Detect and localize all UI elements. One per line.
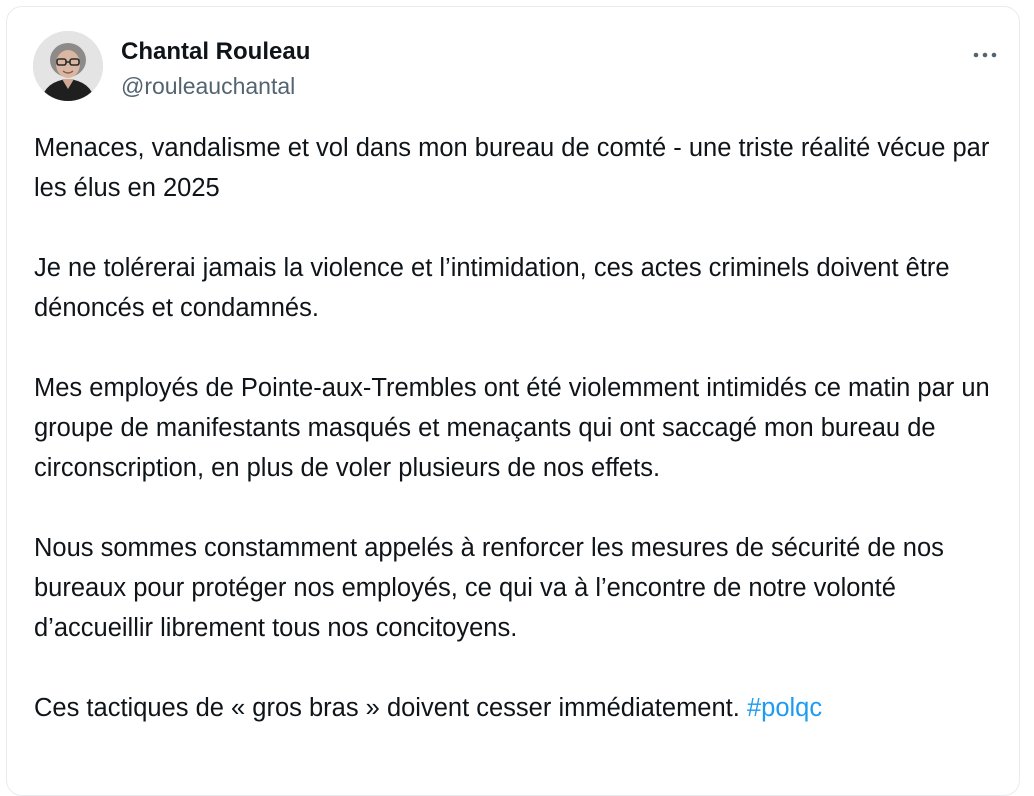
tweet-text [34,128,999,768]
author-display-name[interactable]: Chantal Rouleau [121,38,311,65]
tweet-last-line [34,688,999,728]
avatar-photo-icon [33,31,103,101]
tweet-header [33,31,1003,111]
more-options-button[interactable] [967,39,1003,71]
hashtag-link[interactable]: #polqc [746,694,823,722]
tweet-paragraph: Je ne tolérerai jamais la violence et l’intimidation, ces actes criminels doivent être dénoncés et condamnés. [34,254,950,322]
more-horizontal-icon [967,39,1003,71]
tweet-paragraph: Menaces, vandalisme et vol dans mon bureau de comté - une triste réalité vécue par les élus en 2025 [34,134,990,202]
tweet-card [6,6,1020,796]
tweet-paragraph: Nous sommes constamment appelés à renforcer les mesures de sécurité de nos bureaux pour protéger nos employés, ce qui va à l’encontre de notre volonté d’accueillir librement tous nos concitoyens. [34,534,944,642]
tweet-paragraph: Mes employés de Pointe-aux-Trembles ont été violemment intimidés ce matin par un groupe de manifestants masqués et menaçants qui ont saccagé mon bureau de circonscription, en plus de voler plusieurs de nos effets. [34,374,990,482]
author-avatar[interactable] [33,31,103,101]
author-handle[interactable]: @rouleauchantal [121,73,296,99]
tweet-last-line-text: Ces tactiques de « gros bras » doivent cesser immédiatement. [34,694,740,722]
